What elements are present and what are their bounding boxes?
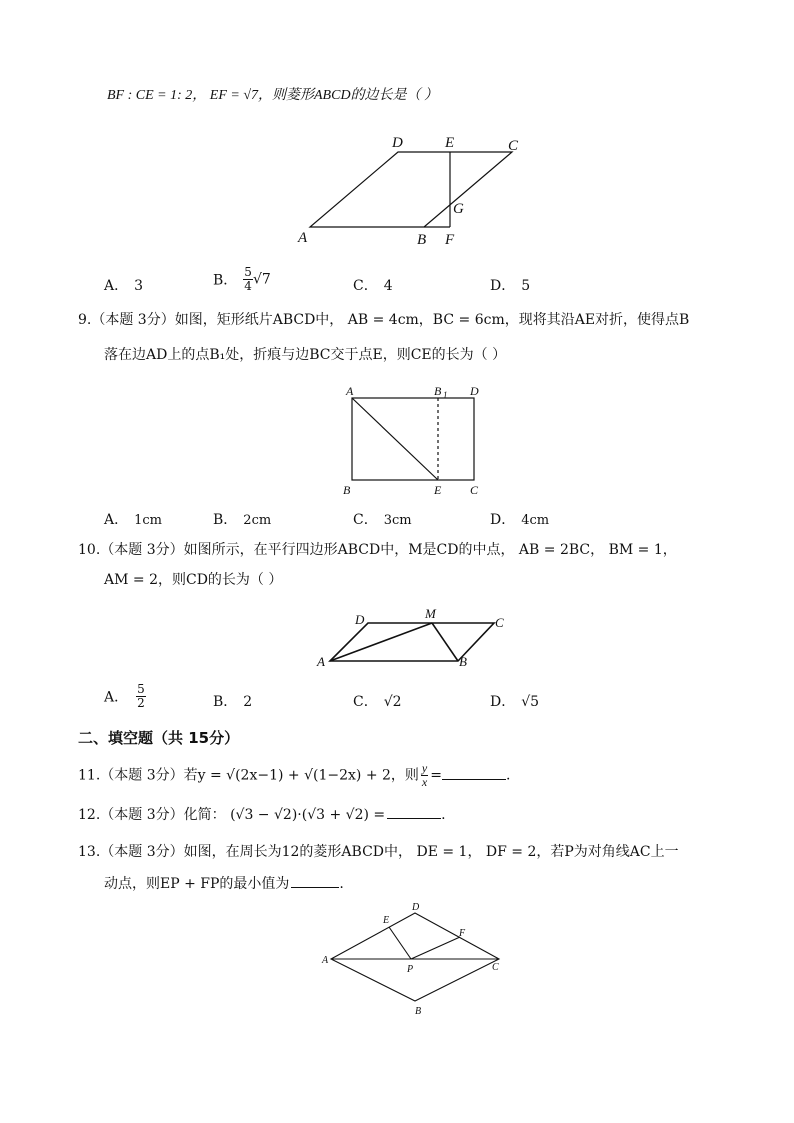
q8-option-a-text: 3 <box>134 278 144 294</box>
q10-option-c[interactable] <box>353 691 402 711</box>
q10-parallelogram <box>330 623 494 661</box>
q10-segment-am <box>330 623 432 661</box>
q13-figure <box>316 898 512 1022</box>
q11-line <box>78 762 510 789</box>
q9-label-c: C <box>470 483 479 497</box>
q10-option-c-letter: C． <box>353 694 378 710</box>
q9-label-b1: B <box>434 384 442 398</box>
q9-option-c[interactable] <box>353 509 412 529</box>
q13-line2-text: 动点，则EP + FP的最小值为 <box>104 876 290 892</box>
q12-prefix: 12.（本题 3分）化简： (√3 − √2)·(√3 + √2) = <box>78 807 386 823</box>
q8-label-b: B <box>417 232 427 248</box>
q10-option-d-letter: D． <box>490 694 516 710</box>
q9-option-b-letter: B． <box>213 512 238 528</box>
q13-label-d: D <box>412 902 420 913</box>
q13-line2 <box>104 874 344 894</box>
q11-frac-num: y <box>421 761 428 775</box>
q10-label-a: A <box>317 654 325 669</box>
q10-option-a[interactable] <box>104 683 146 710</box>
q9-option-c-text: 3cm <box>383 513 412 528</box>
q10-line2: AM = 2，则CD的长为（ ） <box>104 572 283 588</box>
q9-figure <box>338 380 488 500</box>
q8-label-c: C <box>508 138 519 154</box>
q8-label-f: F <box>445 232 455 248</box>
q13-label-c: C <box>492 962 499 973</box>
section-2-title: 二、填空题（共 15分） <box>78 729 240 747</box>
q8-label-d: D <box>392 135 403 151</box>
q9-rectangle <box>352 398 474 480</box>
q8-option-a-letter: A． <box>104 278 129 294</box>
q11-end: . <box>505 767 511 784</box>
q9-option-d-text: 4cm <box>521 513 550 528</box>
q10-option-b[interactable] <box>213 691 252 711</box>
q9-option-b-text: 2cm <box>243 513 272 528</box>
q8-figure <box>290 128 530 250</box>
q9-option-c-letter: C． <box>353 512 378 528</box>
q13-label-b: B <box>415 1006 422 1017</box>
q13-label-a: A <box>322 955 329 966</box>
q8-option-b[interactable] <box>213 266 271 293</box>
q10-option-d-text: √5 <box>521 694 540 710</box>
q13-label-f: F <box>459 928 466 939</box>
q11-frac-den: x <box>421 775 428 789</box>
q9-option-a[interactable] <box>104 509 162 529</box>
q11-suffix: = <box>430 767 442 784</box>
q9-label-a: A <box>346 384 354 398</box>
q10-option-b-text: 2 <box>243 694 253 710</box>
q9-fold-ae <box>352 398 438 480</box>
q13-label-p: P <box>407 964 414 975</box>
q13-line2-end: . <box>339 876 344 892</box>
q10-label-c: C <box>495 615 504 630</box>
q8-option-b-letter: B． <box>213 272 238 289</box>
q13-segment-ep <box>389 927 411 959</box>
q12-answer-blank[interactable] <box>387 818 441 819</box>
q9-line2: 落在边AD上的点B₁处，折痕与边BC交于点E，则CE的长为（ ） <box>104 347 507 363</box>
q9-option-d-letter: D． <box>490 512 516 528</box>
q10-option-a-fraction <box>136 683 146 710</box>
q8-option-c[interactable] <box>353 275 393 295</box>
q8-option-d-text: 5 <box>521 278 531 294</box>
q8-label-e: E <box>445 135 455 151</box>
q13-answer-blank[interactable] <box>291 887 339 888</box>
q8-label-a: A <box>298 230 308 246</box>
q12-line <box>78 805 446 825</box>
q9-option-d[interactable] <box>490 509 549 529</box>
q11-fraction <box>421 762 428 789</box>
q8-rhombus <box>310 152 512 227</box>
q11-answer-blank[interactable] <box>442 779 506 780</box>
q10-label-d: D <box>355 612 365 627</box>
q9-option-a-text: 1cm <box>134 513 163 528</box>
q10-option-a-den: 2 <box>137 696 145 710</box>
q8-option-d[interactable] <box>490 275 530 295</box>
q8-option-c-text: 4 <box>383 278 393 294</box>
q8-option-b-num: 5 <box>244 265 252 279</box>
q10-label-b: B <box>459 654 467 669</box>
q9-option-a-letter: A． <box>104 512 129 528</box>
q8-option-a[interactable] <box>104 275 143 295</box>
q9-label-d: D <box>470 384 479 398</box>
q8-option-b-fraction <box>243 266 253 293</box>
q9-line1: 9.（本题 3分）如图，矩形纸片ABCD中， AB = 4cm，BC = 6cm，现将其沿AE对折，使得点B <box>78 312 690 328</box>
q8-option-b-text: √7 <box>252 271 271 288</box>
q10-line1: 10.（本题 3分）如图所示，在平行四边形ABCD中，M是CD的中点， AB = 2BC， BM = 1， <box>78 542 677 558</box>
q9-label-e: E <box>434 483 442 497</box>
q13-label-e: E <box>383 915 390 926</box>
q10-option-a-letter: A． <box>104 689 129 706</box>
q10-option-a-num: 5 <box>137 682 145 696</box>
q8-option-b-den: 4 <box>244 279 252 293</box>
q10-segment-bm <box>432 623 458 661</box>
q10-option-d[interactable] <box>490 691 539 711</box>
q8-stem: BF : CE = 1: 2， EF = √7，则菱形ABCD的边长是（ ） <box>107 88 439 103</box>
q13-segment-fp <box>411 937 460 959</box>
q10-label-m: M <box>425 606 436 621</box>
q11-prefix: 11.（本题 3分）若y = √(2x−1) + √(1−2x) + 2，则 <box>78 767 419 784</box>
q10-option-b-letter: B． <box>213 694 238 710</box>
q13-line1: 13.（本题 3分）如图，在周长为12的菱形ABCD中， DE = 1， DF = 2，若P为对角线AC上一 <box>78 844 679 860</box>
q9-label-b1-sub: 1 <box>443 390 448 400</box>
q10-option-c-text: √2 <box>383 694 402 710</box>
q10-figure <box>312 604 512 670</box>
q8-label-g: G <box>453 201 464 217</box>
q8-option-c-letter: C． <box>353 278 378 294</box>
q12-end: . <box>441 807 446 823</box>
q9-label-b: B <box>343 483 351 497</box>
q8-option-d-letter: D． <box>490 278 516 294</box>
q9-option-b[interactable] <box>213 509 271 529</box>
